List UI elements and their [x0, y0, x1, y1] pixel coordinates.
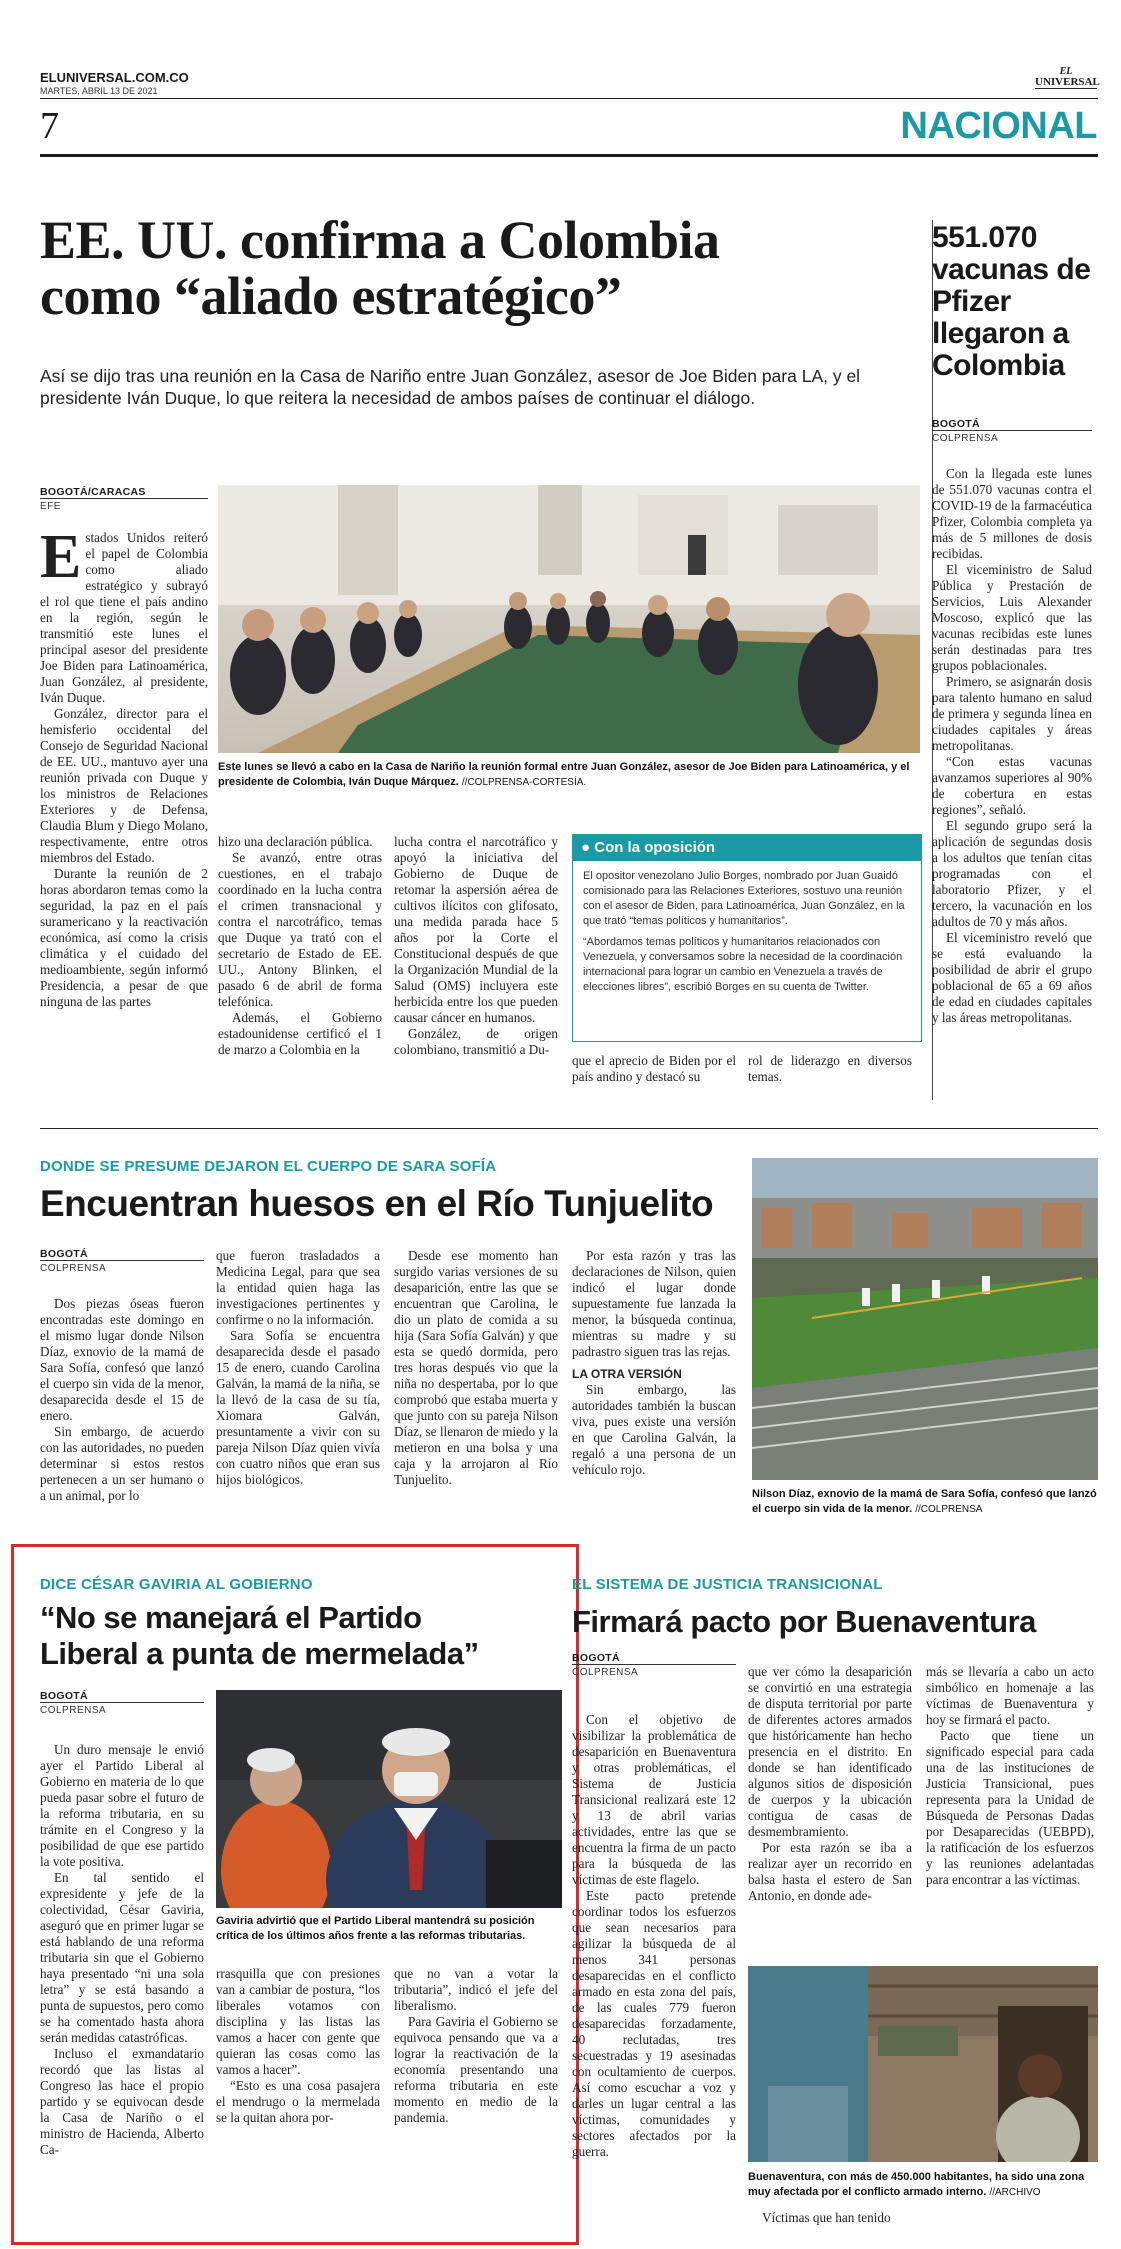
- buenaventura-col3-p1: más se llevaría a cabo un acto simbólico en homenaje a las víctimas de Buenaventura y hoy se firmará el pacto.: [926, 1664, 1094, 1727]
- gaviria-photo: [216, 1690, 562, 1908]
- buenaventura-col3: [926, 1664, 1094, 1888]
- huesos-byline-agency: COLPRENSA: [40, 1260, 204, 1274]
- buenaventura-photo-caption-text: Buenaventura, con más de 450.000 habitantes, ha sido una zona muy afectada por el conflicto armado interno.: [748, 2171, 1085, 2198]
- lead-col2-p3: Además, el Gobierno estadounidense certificó el 1 de marzo a Colombia en la: [218, 1010, 382, 1057]
- opposition-box-p2: “Abordamos temas políticos y humanitarios relacionados con Venezuela, y conversamos sobre la necesidad de la coordinación internacional para lograr un cambio en Venezuela a través de elecciones libres”, escribió Borges en su cuenta de Twitter.: [583, 936, 903, 993]
- lead-byline: [40, 486, 208, 512]
- lead-col1-p2: González, director para el hemisferio occidental del Consejo de Seguridad Nacional de EE. UU., mantuvo ayer una reunión privada con Duque y los ministros de Relaciones Exteriores y de Defensa, Claudia Blum y Diego Molano, respectivamente, entre otros miembros del Estado.: [40, 706, 208, 865]
- huesos-col3: [394, 1248, 558, 1488]
- huesos-col4-subhead: LA OTRA VERSIÓN: [572, 1367, 682, 1381]
- huesos-kicker: DONDE SE PRESUME DEJARON EL CUERPO DE SARA SOFÍA: [40, 1158, 497, 1175]
- opposition-box: [572, 834, 922, 1042]
- huesos-col2-p2: Sara Sofía se encuentra desaparecida desde el pasado 15 de enero, cuando Carolina Galván, la mamá de la niña, se la llevó de la casa de su tía, Xiomara Galván, presuntamente a vivir con su pareja Nilson Díaz quien vivía con cuatro niños que eran sus hijos biológicos.: [216, 1328, 380, 1487]
- lead-col1: [40, 523, 208, 1010]
- gaviria-col2-p1: rrasquilla que con presiones van a cambiar de postura, “los liberales votamos con disciplina y las listas las vamos a hacer con gente que quieran las cosas como las vamos a hacer”.: [216, 1966, 380, 2077]
- section-divider-1: [40, 1128, 1098, 1129]
- opposition-box-header: [573, 835, 921, 861]
- gaviria-col3-p1: que no van a votar la tributaria”, indicó el jefe del liberalismo.: [394, 1966, 558, 2013]
- buenaventura-byline-place: BOGOTÁ: [572, 1652, 620, 1664]
- huesos-col2: [216, 1248, 380, 1488]
- huesos-byline-place: BOGOTÁ: [40, 1248, 88, 1260]
- pfizer-byline-place: BOGOTÁ: [932, 418, 980, 430]
- huesos-col1-p2: Sin embargo, de acuerdo con las autoridades, no pueden determinar si estos restos pertenecen a un ser humano o a un animal, por lo: [40, 1424, 204, 1503]
- lead-deck: Así se dijo tras una reunión en la Casa de Nariño entre Juan González, asesor de Joe Biden para LA, y el presidente Iván Duque, lo que reitera la necesidad de ambos países de continuar el diálogo.: [40, 366, 861, 408]
- gaviria-illustration: [216, 1690, 562, 1908]
- lead-byline-place: BOGOTÁ/CARACAS: [40, 486, 146, 498]
- lead-col3-p1: lucha contra el narcotráfico y apoyó la iniciativa del Gobierno de Duque de retomar la aspersión aérea de cultivos ilícitos con glifosato, una medida parada hace 5 años por la Corte el Constitucional después de que la Organización Mundial de la Salud (OMS) incluyera este herbicida entre los que pueden causar cáncer en humanos.: [394, 834, 558, 1025]
- logo-top-word: EL: [1059, 66, 1073, 77]
- buenaventura-photo-caption: [748, 2170, 1098, 2200]
- pfizer-body: [932, 466, 1092, 1026]
- buenaventura-col1-p2: Este pacto pretende coordinar todos los esfuerzos que sean necesarios para agilizar la búsqueda de al menos 341 personas desaparecidas en el conflicto armado en esta zona del país, de las cuales 779 fueron desaparecidas forzadamente, 40 reclutadas, tres secuestradas y 19 asesinadas con ocultamiento de cuerpos. Así como escuchar a voz y darles un lugar central a las víctimas, comunidades y sectores afectados por la guerra.: [572, 1888, 736, 2159]
- buenaventura-photo-credit: //ARCHIVO: [989, 2187, 1041, 2198]
- pfizer-headline: 551.070 vacunas de Pfizer llegaron a Colombia: [932, 221, 1091, 382]
- buenaventura-col2-p1: que ver cómo la desaparición se convirtió en una estrategia de disputa territorial por parte de diferentes actores armados que históricamente han hecho presencia en el distrito. En donde se han identificado algunos sitios de disposición de cuerpos y la ubicación contigua de casas de desmembramiento.: [748, 1664, 912, 1839]
- lead-col3: [394, 834, 558, 1058]
- opposition-box-title: Con la oposición: [594, 839, 716, 856]
- huesos-photo-credit: //COLPRENSA: [915, 1504, 983, 1515]
- gaviria-col3: [394, 1966, 558, 2126]
- pfizer-p2: El viceministro de Salud Pública y Prestación de Servicios, Luis Alexander Moscoso, explicó que las vacunas recibidas este lunes serán destinadas para tres grupos poblacionales.: [932, 562, 1092, 673]
- buenaventura-col2-p2: Por esta razón se iba a realizar ayer un recorrido en balsa hasta el estero de San Antonio, en donde ade-: [748, 1840, 912, 1903]
- pfizer-p3: Primero, se asignarán dosis para talento humano en salud de primera y segunda línea en ciudades capitales y áreas metropolitanas.: [932, 674, 1092, 753]
- huesos-col3-p1: Desde ese momento han surgido varias versiones de su desaparición, entre las que se encuentran que Carolina, le dio un plato de comida a su hija (Sara Sofía Galván) y que esta se quedó dormida, pero tres horas después vio que la niña no despertaba, por lo que comprobó que estaba muerta y que junto con su pareja Nilson Díaz, se llenaron de miedo y la metieron en una bolsa y una caja y la arrojaron al Río Tunjuelito.: [394, 1248, 558, 1487]
- buenaventura-col1: [572, 1712, 736, 2160]
- buenaventura-kicker: EL SISTEMA DE JUSTICIA TRANSICIONAL: [572, 1576, 883, 1593]
- lead-dropcap: E: [40, 523, 82, 591]
- newspaper-logo: [1035, 66, 1100, 89]
- lead-col4: [572, 1053, 736, 1085]
- gaviria-col2-p2: “Esto es una cosa pasajera el mendrugo o la mermelada se la quitan ahora por-: [216, 2078, 380, 2125]
- huesos-col4: [572, 1248, 736, 1478]
- gaviria-kicker: DICE CÉSAR GAVIRIA AL GOBIERNO: [40, 1576, 313, 1593]
- lead-headline-line2: como “aliado estratégico”: [40, 266, 622, 326]
- buenaventura-col2-p3: Víctimas que han tenido: [762, 2210, 891, 2225]
- gaviria-col1-p1: Un duro mensaje le envió ayer el Partido Liberal al Gobierno en materia de lo que pueda pasar sobre el futuro de la reforma tributaria, en su trámite en el Congreso y la posibilidad de que ese partido la vote positiva.: [40, 1742, 204, 1869]
- meeting-illustration: [218, 485, 920, 753]
- lead-col5-p1: rol de liderazgo en diversos temas.: [748, 1053, 912, 1084]
- huesos-photo-caption-text: Nilson Díaz, exnovio de la mamá de Sara Sofía, confesó que lanzó el cuerpo sin vida de la menor.: [752, 1488, 1097, 1515]
- pfizer-p6: El viceministro reveló que se está evaluando la posibilidad de abrir el grupo poblacional de 65 a 69 años de edad en ciudades capitales y las áreas metropolitanas.: [932, 930, 1092, 1025]
- huesos-photo-caption: [752, 1487, 1098, 1517]
- lead-col1-p3: Durante la reunión de 2 horas abordaron temas como la seguridad, la paz en el país suramericano y la reactivación económica, así como la crisis climática y el cuidado del medioambiente, según informó Presidencia, a pesar de que ninguna de las partes: [40, 866, 208, 1009]
- lead-photo-caption: [218, 760, 920, 790]
- bullet-circle-icon: ●: [581, 839, 591, 856]
- huesos-col2-p1: que fueron trasladados a Medicina Legal, para que sea la entidad quien haga las investigaciones pertinentes y confirme o no la información.: [216, 1248, 380, 1327]
- section-name: NACIONAL: [900, 105, 1097, 147]
- huesos-headline: Encuentran huesos en el Río Tunjuelito: [40, 1183, 714, 1224]
- lead-col2-p1: hizo una declaración pública.: [218, 834, 373, 849]
- lead-col2-p2: Se avanzó, entre otras cuestiones, en el trabajo coordinado en la lucha contra el crimen transnacional y contra el narcotráfico, temas que Duque ya trató con el secretario de Estado de EE. UU., Antony Blinken, el pasado 6 de abril de forma telefónica.: [218, 850, 382, 1009]
- buenaventura-illustration: [748, 1966, 1098, 2162]
- opposition-box-body: [573, 861, 921, 1003]
- lead-col4-p1: que el aprecio de Biden por el país andino y destacó su: [572, 1053, 736, 1084]
- gaviria-col2: [216, 1966, 380, 2126]
- lead-col2: [218, 834, 382, 1058]
- site-url[interactable]: ELUNIVERSAL.COM.CO: [40, 70, 189, 85]
- huesos-col1: [40, 1296, 204, 1504]
- gaviria-col1: [40, 1742, 204, 2158]
- masthead-bottom-rule: [40, 154, 1098, 157]
- gaviria-byline-place: BOGOTÁ: [40, 1690, 88, 1702]
- lead-byline-agency: EFE: [40, 498, 208, 512]
- gaviria-col1-p2: En tal sentido el expresidente y jefe de la colectividad, César Gaviria, aseguró que en primer lugar se está hablando de una reforma tributaria sin que el Gobierno haya presentado “ni una sola letra” y se está basando a punta de supuestos, pero como se ha comentado hasta ahora serán medidas catastróficas.: [40, 1870, 204, 2045]
- buenaventura-headline: Firmará pacto por Buenaventura: [572, 1604, 1036, 1639]
- page-number: 7: [40, 105, 59, 147]
- lead-col5: [748, 1053, 912, 1085]
- issue-date: MARTES, ABRIL 13 DE 2021: [40, 86, 158, 96]
- pfizer-p4: “Con estas vacunas avanzamos superiores al 90% de cobertura en estas regiones”, señaló.: [932, 754, 1092, 817]
- buenaventura-byline: [572, 1652, 736, 1678]
- lead-photo-caption-text: Este lunes se llevó a cabo en la Casa de Nariño la reunión formal entre Juan González, asesor de Joe Biden para Latinoamérica, y el presidente de Colombia, Iván Duque Márquez.: [218, 761, 910, 788]
- gaviria-photo-caption: Gaviria advirtió que el Partido Liberal mantendrá su posición crítica de los últimos años frente a las reformas tributarias.: [216, 1915, 535, 1942]
- pfizer-byline: [932, 418, 1092, 444]
- pfizer-p1: Con la llegada este lunes de 551.070 vacunas contra el COVID-19 de la farmacéutica Pfizer, Colombia completa ya más de 5 millones de dosis recibidas.: [932, 466, 1092, 561]
- gaviria-headline-line2: Liberal a punta de mermelada”: [40, 1636, 479, 1671]
- pfizer-p5: El segundo grupo será la aplicación de segundas dosis a los adultos que tenían citas programadas con el laboratorio Pfizer, y el tercero, la vacunación en los adultos de 70 y más años.: [932, 818, 1092, 929]
- lead-col3-p2: González, de origen colombiano, transmitió a Du-: [394, 1026, 558, 1057]
- lead-photo-credit: //COLPRENSA-CORTESÍA.: [461, 777, 587, 788]
- buenaventura-col2: [748, 1664, 912, 1904]
- pfizer-byline-agency: COLPRENSA: [932, 430, 1092, 444]
- gaviria-headline: [40, 1600, 570, 1672]
- huesos-byline: [40, 1248, 204, 1274]
- lead-photo-meeting: [218, 485, 920, 753]
- buenaventura-col1-p1: Con el objetivo de visibilizar la problemática de desaparición en Buenaventura y otras problemáticas, el Sistema de Justicia Transicional realizará este 12 y 13 de abril varias actividades, entre las que se encuentra la firma de un pacto para la búsqueda de las víctimas de este flagelo.: [572, 1712, 736, 1887]
- buenaventura-byline-agency: COLPRENSA: [572, 1664, 736, 1678]
- gaviria-col1-p3: Incluso el exmandatario recordó que las listas al Congreso las hace el propio partido y se equivocan desde la Casa de Nariño o el ministro de Hacienda, Alberto Ca-: [40, 2046, 204, 2157]
- gaviria-headline-line1: “No se manejará el Partido: [40, 1600, 422, 1635]
- lead-headline-line1: EE. UU. confirma a Colombia: [40, 210, 720, 270]
- gaviria-byline-agency: COLPRENSA: [40, 1702, 204, 1716]
- huesos-col4-p2: Sin embargo, las autoridades también la buscan viva, pues existe una versión en que Carolina Galván, la regaló a una persona de un vehículo rojo.: [572, 1382, 736, 1477]
- huesos-col4-p1: Por esta razón y tras las declaraciones de Nilson, quien indicó el lugar donde supuestamente fue lanzada la menor, la búsqueda continua, mientras su madre y su padrastro siguen tras las rejas.: [572, 1248, 736, 1359]
- buenaventura-photo: [748, 1966, 1098, 2162]
- huesos-photo-river: [752, 1158, 1098, 1480]
- gaviria-byline: [40, 1690, 204, 1716]
- river-illustration: [752, 1158, 1098, 1480]
- lead-col1-first: stados Unidos reiteró el papel de Colombia como aliado estratégico y subrayó el rol que tiene el país andino en la región, según le transmitió este lunes el principal asesor del presidente Joe Biden para Latinoamérica, Juan González, al presidente, Iván Duque.: [40, 530, 208, 705]
- lead-headline: [40, 212, 920, 324]
- buenaventura-col2-bottom: [748, 2210, 912, 2226]
- masthead-rule: [40, 98, 1098, 99]
- opposition-box-p1: El opositor venezolano Julio Borges, nombrado por Juan Guaidó comisionado para las Relaciones Exteriores, sostuvo una reunión con el asesor de Biden, para Latinoamérica, Juan González, en la que trató “temas políticos y humanitarios”.: [583, 870, 905, 927]
- logo-bottom-word: UNIVERSAL: [1035, 76, 1100, 88]
- huesos-col1-p1: Dos piezas óseas fueron encontradas este domingo en el mismo lugar donde Nilson Díaz, exnovio de la mamá de Sara Sofía, confesó que lanzó el cuerpo sin vida de la menor, desaparecida desde el 15 de enero.: [40, 1296, 204, 1423]
- gaviria-col3-p2: Para Gaviria el Gobierno se equivoca pensando que va a lograr la reactivación de la economía presentando una reforma tributaria en este momento en medio de la pandemia.: [394, 2014, 558, 2125]
- buenaventura-col3-p2: Pacto que tiene un significado especial para cada una de las instituciones de Justicia Transicional, pues representa para la Unidad de Búsqueda de Personas Dadas por Desaparecidas (UEBPD), la ratificación de los esfuerzos y las reuniones adelantadas para encontrar a las víctimas.: [926, 1728, 1094, 1887]
